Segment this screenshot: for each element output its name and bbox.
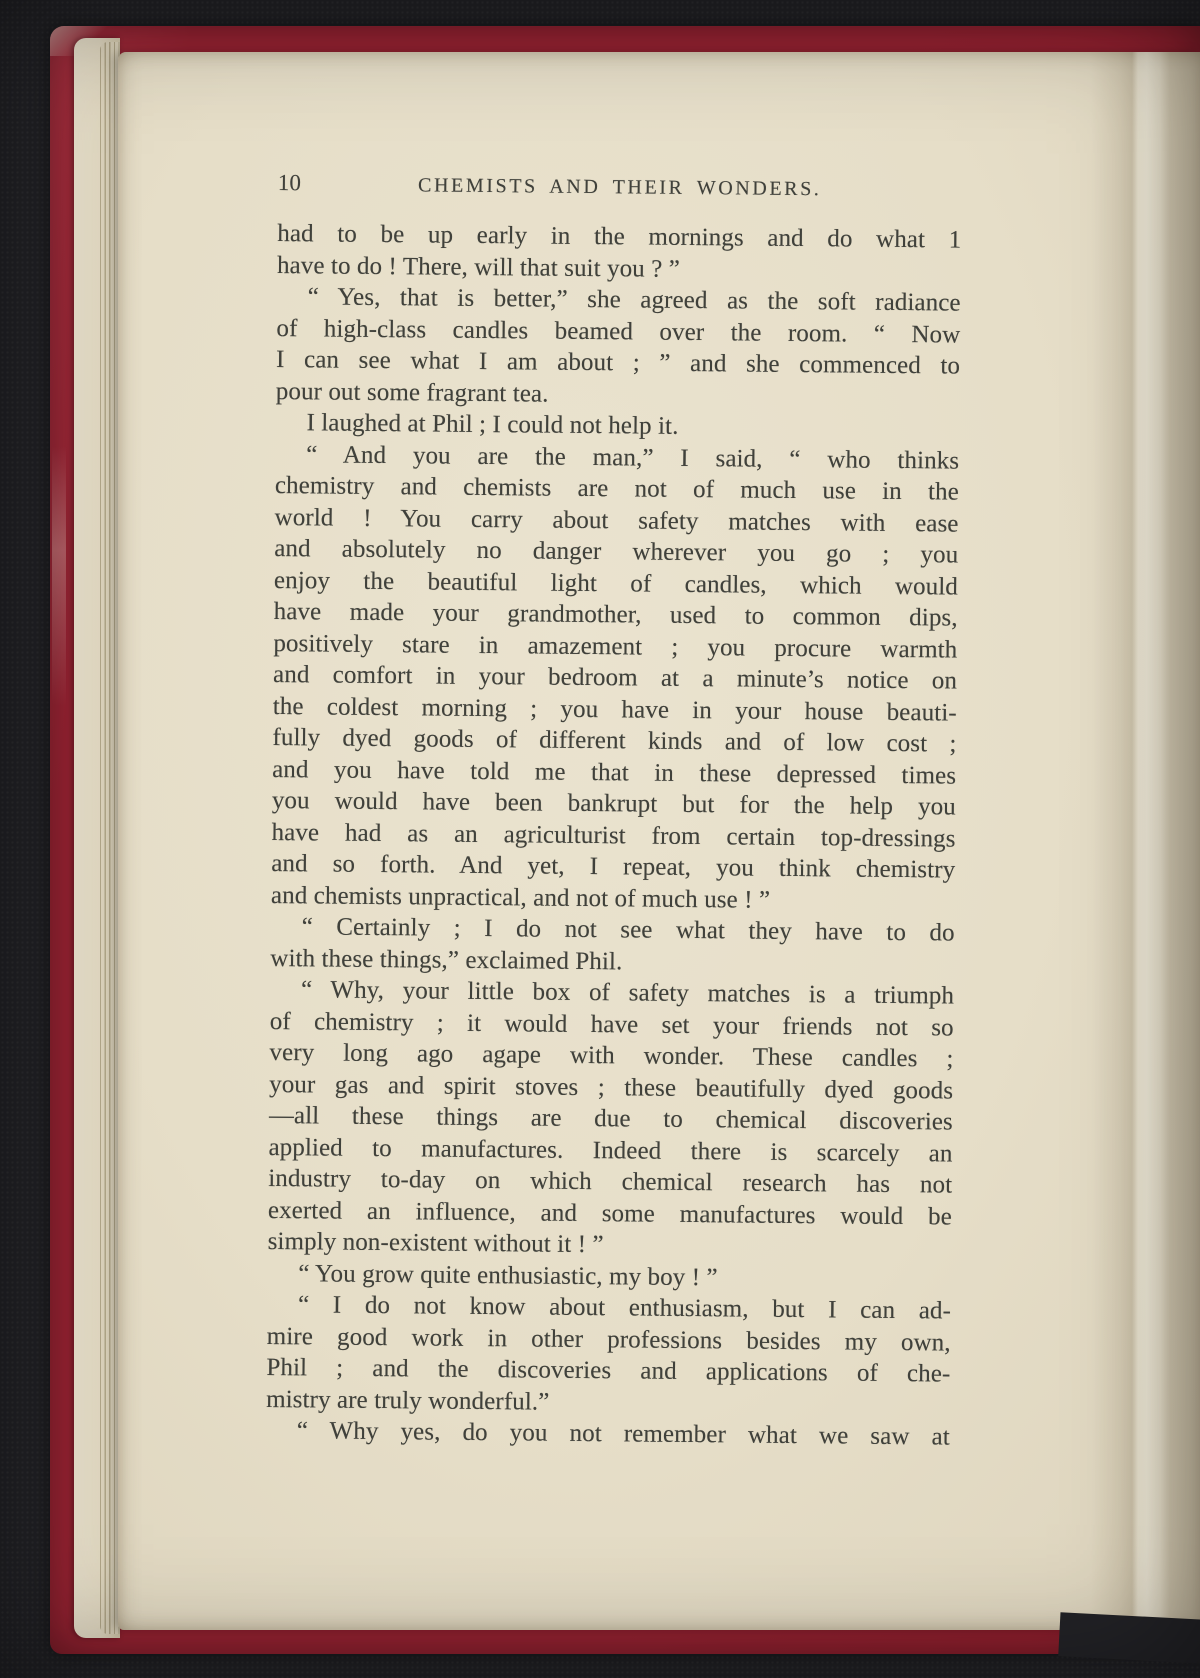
text-line: pour out some fragrant tea. bbox=[275, 377, 549, 408]
text-line: your gas and spirit stoves ; these beautifully dyed goods bbox=[269, 1070, 954, 1105]
text-line: and absolutely no danger wherever you go ; you bbox=[274, 534, 959, 569]
page-header bbox=[278, 164, 962, 205]
text-line: “ Yes, that is better,” she agreed as the soft radiance bbox=[307, 283, 961, 317]
text-line: have made your grandmother, used to common dips, bbox=[273, 597, 958, 632]
text-line: mistry are truly wonderful.” bbox=[266, 1385, 550, 1416]
text-line: —all these things are due to chemical discoveries bbox=[268, 1101, 953, 1136]
cover-cloth-corner bbox=[1058, 1612, 1200, 1664]
text-line: positively stare in amazement ; you procure warmth bbox=[273, 629, 958, 664]
book-page bbox=[118, 52, 1200, 1630]
text-line: I laughed at Phil ; I could not help it. bbox=[306, 409, 679, 440]
text-line: “ You grow quite enthusiastic, my boy ! ” bbox=[298, 1259, 718, 1291]
text-line: “ Why, your little box of safety matches is a triumph bbox=[300, 976, 955, 1010]
text-line: enjoy the beautiful light of candles, which would bbox=[273, 566, 959, 601]
text-line: with these things,” exclaimed Phil. bbox=[270, 944, 623, 975]
text-line: chemistry and chemists are not of much use in the bbox=[274, 471, 960, 506]
text-line: have had as an agriculturist from certain top-dressings bbox=[271, 818, 956, 853]
text-line: and comfort in your bedroom at a minute’s notice on bbox=[272, 660, 958, 695]
text-line: and you have told me that in these depressed times bbox=[272, 755, 957, 790]
text-line: simply non-existent without it ! ” bbox=[267, 1227, 604, 1259]
page-edge-lines bbox=[100, 42, 120, 1634]
page-text-block bbox=[266, 164, 962, 1453]
text-line: “ I do not know about enthusiasm, but I can ad- bbox=[297, 1291, 952, 1325]
text-line: very long ago agape with wonder. These candles ; bbox=[269, 1038, 954, 1073]
text-line: industry to-day on which chemical research has not bbox=[268, 1164, 953, 1199]
text-line: applied to manufactures. Indeed there is scarcely an bbox=[268, 1133, 953, 1168]
text-line: of chemistry ; it would have set your friends not so bbox=[269, 1007, 954, 1042]
text-line: “ Certainly ; I do not see what they have to do bbox=[301, 913, 955, 947]
text-line: of high-class candles beamed over the room. “ Now bbox=[276, 314, 961, 349]
text-line: I can see what I am about ; ” and she commenced to bbox=[275, 345, 961, 380]
text-line: the coldest morning ; you have in your house beauti- bbox=[272, 692, 957, 727]
running-title: CHEMISTS AND THEIR WONDERS. bbox=[418, 174, 822, 201]
text-line: exerted an influence, and some manufactures would be bbox=[267, 1196, 953, 1231]
text-line: Phil ; and the discoveries and applications of che- bbox=[266, 1353, 951, 1388]
page-number: 10 bbox=[277, 169, 302, 196]
text-line: had to be up early in the mornings and do what 1 bbox=[277, 219, 962, 254]
text-line: mire good work in other professions besides my own, bbox=[266, 1322, 951, 1357]
text-line: world ! You carry about safety matches with ease bbox=[274, 503, 959, 538]
text-line: have to do ! There, will that suit you ? ” bbox=[276, 251, 681, 283]
text-line: “ Why yes, do you not remember what we saw at bbox=[296, 1417, 950, 1451]
text-line: “ And you are the man,” I said, “ who thinks bbox=[306, 440, 960, 475]
page-fore-edge-stack bbox=[74, 38, 120, 1638]
page-gutter-shadow bbox=[1090, 52, 1200, 1630]
text-line: and chemists unpractical, and not of much use ! ” bbox=[270, 881, 771, 914]
text-line: and so forth. And yet, I repeat, you think chemistry bbox=[271, 849, 956, 884]
text-line: fully dyed goods of different kinds and of low cost ; bbox=[272, 723, 957, 758]
cover-wear-mark bbox=[52, 446, 66, 706]
text-line: you would have been bankrupt but for the help you bbox=[271, 786, 956, 821]
